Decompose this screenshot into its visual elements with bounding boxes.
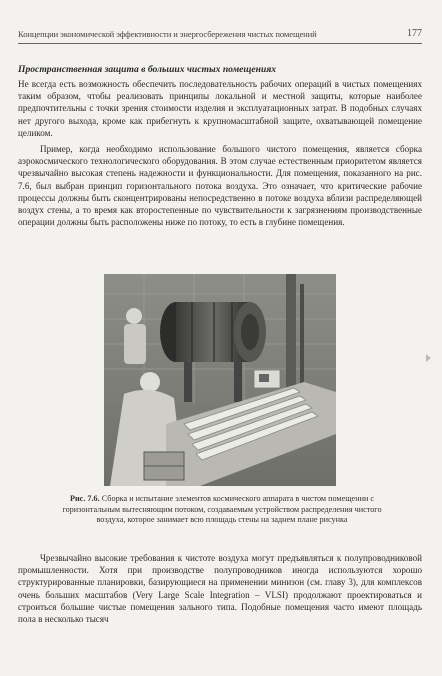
paragraph-3: Чрезвычайно высокие требования к чистоте воздуха могут предъявляться к полупроводниковой промышленности. Хотя при производстве полупроводников иногда используются хорошо структурированные планировки, базирующиеся на применении минизон (см. главу 3), для комплексов очень больших масштабов (Very Large Scale Integration – VLSI) продолжают проектироваться и строиться большие чистые помещения зального типа. Подобные помещения часто имеют площадь пола в несколько тысяч: [18, 553, 422, 625]
running-header-title: Концепции экономической эффективности и энергосбережения чистых помещений: [18, 29, 317, 39]
bottom-text: [18, 552, 422, 625]
figure-label: Рис. 7.6.: [69, 494, 100, 503]
running-header: [18, 28, 422, 44]
main-text: [18, 64, 422, 228]
figure-photo: [104, 274, 336, 486]
margin-arrow-icon: [426, 354, 431, 362]
figure-caption: [54, 494, 390, 526]
page-number: 177: [407, 28, 422, 39]
paragraph-2: Пример, когда необходимо использование большого чистого помещения, является сборка аэрокосмического технологического оборудования. В этом случае естественным приоритетом является чрезвычайно высокая степень надежности и функциональности. Для помещения, показанного на рис. 7.6, был выбран принцип горизонтального потока воздуха. Это означает, что критические рабочие процессы должны быть сконцентрированы непосредственно в потоке воздуха вблизи распределяющей воздух стены, а то время как второстепенные по чувствительности к загрязнениям производственные операции должны быть расположены ниже по потоку, то есть в глубине помещения.: [18, 144, 422, 228]
figure-caption-text: Сборка и испытание элементов космического аппарата в чистом помещении с горизонтальным вытесняющим потоком, создаваемым устройством распределения чистого воздуха, которое занимает всю площадь стены на заднем плане рисунка: [62, 494, 382, 525]
paragraph-1: Не всегда есть возможность обеспечить последовательность рабочих операций в чистых помещениях таким образом, чтобы реализовать принципы локальной и местной защиты, которые наиболее предпочтительны с точки зрения стоимости изделия и эксплуатационных затрат. В подобных случаях нет другого выхода, кроме как прибегнуть к крупномасштабной защите, охватывающей помещение целиком.: [18, 79, 422, 138]
section-heading: Пространственная защита в больших чистых помещениях: [18, 64, 277, 75]
